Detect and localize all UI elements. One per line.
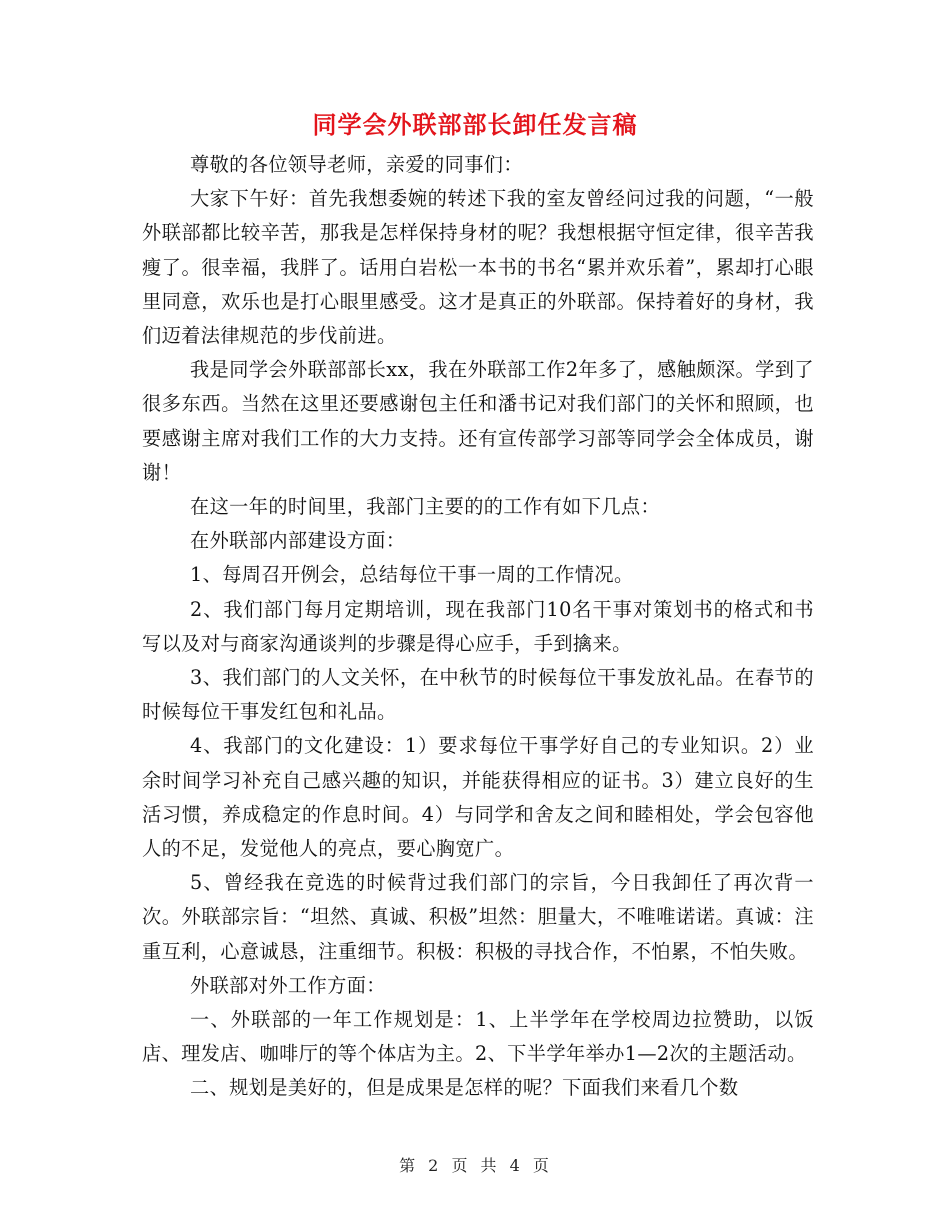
list-item: 3、我们部门的人文关怀，在中秋节的时候每位干事发放礼品。在春节的时候每位干事发红包和礼品。: [142, 666, 814, 724]
list-item: 1、每周召开例会，总结每位干事一周的工作情况。: [190, 563, 634, 587]
section-heading: 在外联部内部建设方面：: [190, 529, 406, 553]
page-number-footer: 第 2 页 共 4 页: [399, 1156, 551, 1175]
paragraph: 大家下午好：首先我想委婉的转述下我的室友曾经问过我的问题，“一般外联部都比较辛苦，那我是怎样保持身材的呢？我想根据守恒定律，很辛苦我瘦了。很幸福，我胖了。话用白岩松一本书的书名“累并欢乐着”，累却打心眼里同意，欢乐也是打心眼里感受。这才是真正的外联部。保持着好的身材，我们迈着法律规范的步伐前进。: [142, 187, 814, 348]
paragraph: 在这一年的时间里，我部门主要的的工作有如下几点：: [190, 495, 661, 519]
document-body: [142, 148, 814, 1106]
list-item: 5、曾经我在竞选的时候背过我们部门的宗旨，今日我卸任了再次背一次。外联部宗旨：“坦然、真诚、积极”坦然：胆量大，不唯唯诺诺。真诚：注重互利，心意诚恳，注重细节。积极：积极的寻找合作，不怕累，不怕失败。: [142, 871, 814, 963]
paragraph-salutation: 尊敬的各位领导老师，亲爱的同事们：: [190, 153, 523, 176]
section-heading: 外联部对外工作方面：: [190, 973, 386, 997]
list-item: 4、我部门的文化建设：1）要求每位干事学好自己的专业知识。2）业余时间学习补充自己感兴趣的知识，并能获得相应的证书。3）建立良好的生活习惯，养成稳定的作息时间。4）与同学和舍友之间和睦相处，学会包容他人的不足，发觉他人的亮点，要心胸宽广。: [142, 734, 814, 861]
list-item: 二、规划是美好的，但是成果是怎样的呢？下面我们来看几个数: [190, 1076, 739, 1100]
list-item: 2、我们部门每月定期培训，现在我部门10名干事对策划书的格式和书写以及对与商家沟通谈判的步骤是得心应手，手到擒来。: [142, 597, 814, 655]
list-item: 一、外联部的一年工作规划是：1、上半学年在学校周边拉赞助，以饭店、理发店、咖啡厅的等个体店为主。2、下半学年举办1—2次的主题活动。: [142, 1008, 814, 1066]
document-title: 同学会外联部部长卸任发言稿: [312, 110, 638, 139]
paragraph: 我是同学会外联部部长xx，我在外联部工作2年多了，感触颇深。学到了很多东西。当然在这里还要感谢包主任和潘书记对我们部门的关怀和照顾，也要感谢主席对我们工作的大力支持。还有宣传部学习部等同学会全体成员，谢谢！: [142, 358, 814, 484]
